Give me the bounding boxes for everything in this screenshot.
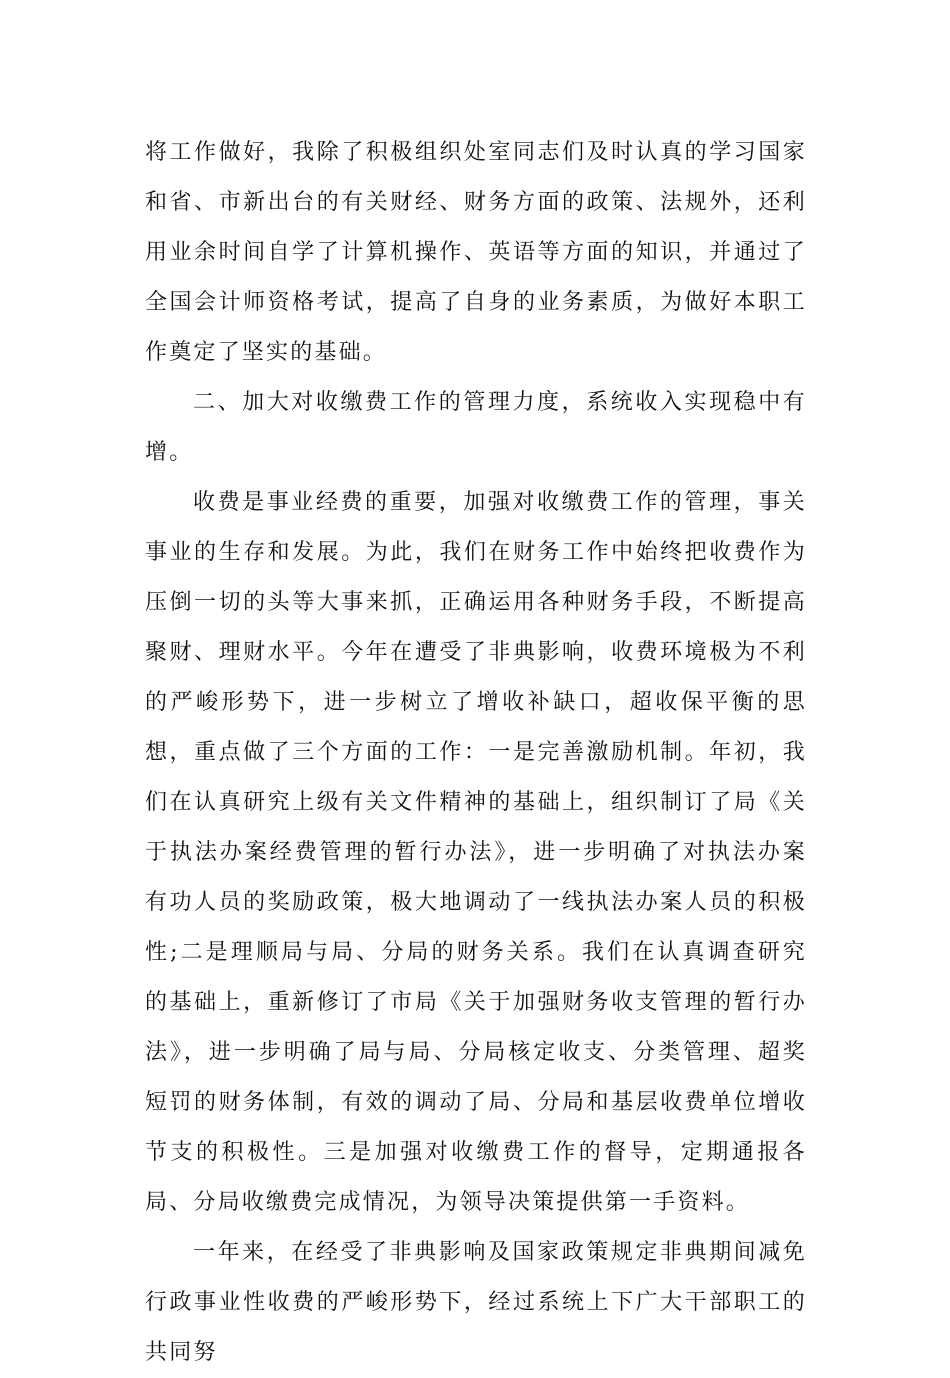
paragraph-year-summary: 一年来，在经受了非典影响及国家政策规定非典期间减免行政事业性收费的严峻形势下，经过系统上下广大干部职工的共同努 (145, 1240, 807, 1365)
paragraph-continuation: 将工作做好，我除了积极组织处室同志们及时认真的学习国家和省、市新出台的有关财经、财务方面的政策、法规外，还利用业余时间自学了计算机操作、英语等方面的知识，并通过了全国会计师资格考试，提高了自身的业务素质，为做好本职工作奠定了坚实的基础。 (145, 140, 807, 365)
document-body (145, 128, 807, 1378)
paragraph-fee-management: 收费是事业经费的重要，加强对收缴费工作的管理，事关事业的生存和发展。为此，我们在财务工作中始终把收费作为压倒一切的头等大事来抓，正确运用各种财务手段，不断提高聚财、理财水平。今年在遭受了非典影响，收费环境极为不利的严峻形势下，进一步树立了增收补缺口，超收保平衡的思想，重点做了三个方面的工作：一是完善激励机制。年初，我们在认真研究上级有关文件精神的基础上，组织制订了局《关于执法办案经费管理的暂行办法》，进一步明确了对执法办案有功人员的奖励政策，极大地调动了一线执法办案人员的积极性;二是理顺局与局、分局的财务关系。我们在认真调查研究的基础上，重新修订了市局《关于加强财务收支管理的暂行办法》，进一步明确了局与局、分局核定收支、分类管理、超奖短罚的财务体制，有效的调动了局、分局和基层收费单位增收节支的积极性。三是加强对收缴费工作的督导，定期通报各局、分局收缴费完成情况，为领导决策提供第一手资料。 (145, 490, 807, 1215)
section-heading: 二、加大对收缴费工作的管理力度，系统收入实现稳中有增。 (145, 390, 807, 465)
